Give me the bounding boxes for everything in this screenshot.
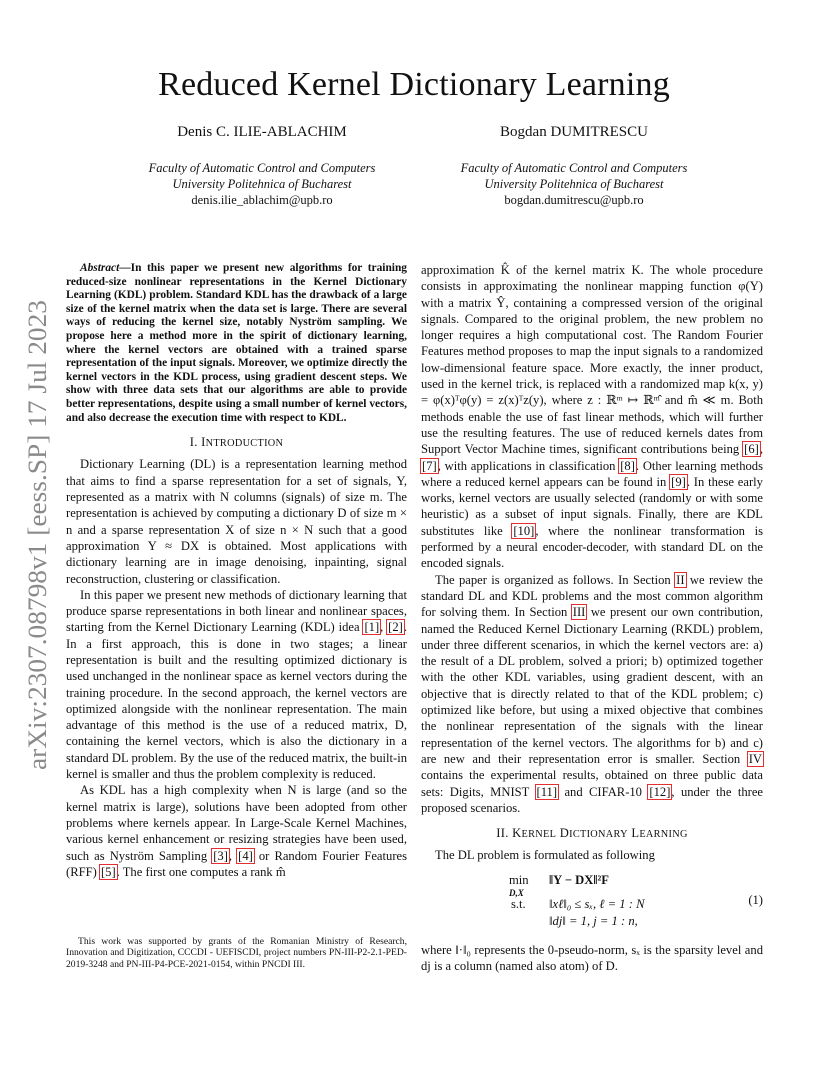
author-block-1: [92, 124, 432, 208]
citation-link[interactable]: [4]: [238, 848, 253, 863]
intro-paragraph-1: Dictionary Learning (DL) is a representation learning method that aims to find a sparse representation for a set of signals, Y, represented as a matrix with N columns (signals) of size m. The representation is achieved by computing a dictionary D of size m × n and a sparse representation X of size n × N such that a good approximation Y ≈ DX is obtained. Most applications with dictionary learning are in image denoising, inpainting, signal reconstruction, clustering or classification.: [66, 457, 407, 586]
equation-number: (1): [748, 892, 763, 907]
citation-link[interactable]: [10]: [513, 523, 535, 538]
author-university: University Politehnica of Bucharest: [172, 177, 352, 191]
equation-1: [421, 870, 763, 934]
eq-constraint-1: ‖xℓ‖₀ ≤ sₓ, ℓ = 1 : N: [549, 896, 645, 911]
citation-link[interactable]: [11]: [536, 784, 558, 799]
intro-paragraph-5: The paper is organized as follows. In Section II we review the standard DL and KDL problems and the most common algorithm for solving them. In Section III we present our own contribution, named the Reduced Kernel Dictionary Learning (RKDL) problem, under three different scenarios, in which the kernel vectors are: a) the result of a DL problem, solved a priori; b) optimized together with the other KDL variables, using gradient descent, with an objective that is directly related to that of the KDL problem; c) optimized like before, but using a mixed objective that combines the nonlinear representation of the signals with the linear representation of the kernel vectors. The algorithms for b) and c) are new and their representation error is smaller. Section IV contains the experimental results, obtained on three public data sets: Digits, MNIST [11] and CIFAR-10 [12], under the three proposed scenarios.: [421, 572, 763, 815]
section-link[interactable]: III: [572, 605, 586, 620]
eq-objective: ‖Y − DX‖²F: [549, 872, 609, 887]
author-email[interactable]: bogdan.dumitrescu@upb.ro: [504, 193, 644, 207]
author-affiliation: Faculty of Automatic Control and Computers: [148, 161, 376, 175]
author-name: Denis C. ILIE-ABLACHIM: [177, 124, 347, 140]
eq-min-subscript: D,X: [509, 887, 524, 898]
funding-footnote: This work was supported by grants of the Romanian Ministry of Research, Innovation and Digitization, CCCDI - UEFISCDI, project numbers PN-III-P2-2.1-PED-2019-3248 and PN-III-P4-PCE-2021-0154, within PNCDI III.: [66, 936, 407, 970]
author-block-2: [404, 124, 744, 208]
citation-link[interactable]: [1]: [364, 620, 380, 635]
intro-paragraph-2: In this paper we present new methods of dictionary learning that produce sparse representations in both linear and nonlinear spaces, starting from the Kernel Dictionary Learning (KDL) idea [1], [2]. In a first approach, this is done in two stages; a linear representation is built and the resulting optimized dictionary is used unchanged in the nonlinear space as kernel vectors during the training procedure. In the second approach, the kernel vectors are optimized alongside with the nonlinear representation. The main advantage of this method is the use of a reduced matrix, D, containing the kernel vectors, which is also the dictionary in a standard DL problem. By the use of the reduced matrix, the built-in kernel is smaller and thus the problem complexity is reduced.: [66, 587, 408, 782]
arxiv-watermark: [22, 300, 52, 770]
citation-link[interactable]: [3]: [213, 848, 228, 863]
author-affiliation: Faculty of Automatic Control and Computers: [460, 161, 688, 175]
eq-min: min: [509, 872, 529, 887]
section-link[interactable]: II: [676, 572, 685, 587]
eq-subject-to: s.t.: [511, 896, 526, 911]
section-heading-introduction: I. INTRODUCTION: [189, 435, 284, 450]
author-email[interactable]: denis.ilie_ablachim@upb.ro: [191, 193, 333, 207]
citation-link[interactable]: [6]: [744, 442, 759, 457]
citation-link[interactable]: [12]: [649, 784, 671, 799]
intro-paragraph-4: approximation K̂ of the kernel matrix K. The whole procedure consists in approximating the nonlinear mapping function φ(Y) with a matrix Ŷ, containing a compressed version of the original signals. Compared to the original problem, the new problem no longer requires a high computational cost. The Random Fourier Features method proposes to map the input signals to a randomized low-dimensional feature space. More exactly, the inner product, used in the kernel trick, is replaced with a randomized map k(x, y) = φ(x)ᵀφ(y) = z(x)ᵀz(y), where z : ℝᵐ ↦ ℝᵐ̂ and m̂ ≪ m. Both methods enable the use of fast linear methods, which will further use the resulting features. The use of reduced kernels dates from Support Vector Machine times, significant contributions being [6], [7], with applications in classification [8]. Other learning methods where a reduced kernel appears can be found in [9]. In these early works, kernel vectors are usually selected (randomly or with some heuristic) as a subset of input signals. Finally, there are KDL substitutes like [10], where the nonlinear transformation is performed by a neural encoder-decoder, with standard DL on the encoded signals.: [421, 263, 763, 571]
citation-link[interactable]: [7]: [422, 458, 437, 473]
section-heading-kdl: II. KERNEL DICTIONARY LEARNING: [496, 826, 688, 841]
right-column: [421, 262, 763, 974]
author-university: University Politehnica of Bucharest: [484, 177, 664, 191]
left-column: [66, 262, 407, 880]
eq-constraint-2: ‖dj‖ = 1, j = 1 : n,: [549, 913, 638, 928]
author-name: Bogdan DUMITRESCU: [500, 124, 648, 140]
citation-link[interactable]: [5]: [100, 864, 116, 879]
citation-link[interactable]: [2]: [388, 620, 403, 635]
citation-link[interactable]: [8]: [620, 458, 635, 473]
paper-title: Reduced Kernel Dictionary Learning: [158, 66, 670, 103]
citation-link[interactable]: [9]: [671, 474, 686, 489]
abstract: [66, 262, 407, 425]
arxiv-watermark-text: arXiv:2307.08798v1 [eess.SP] 17 Jul 2023: [23, 323, 52, 770]
dl-intro-sentence: The DL problem is formulated as following: [435, 848, 655, 863]
abstract-text: —In this paper we present new algorithms for training reduced-size nonlinear representations in the Kernel Dictionary Learning (KDL) problem. Standard KDL has the drawback of a large size of the kernel matrix when the data set is large. There are several ways of reducing the kernel size, notably Nyström sampling. We propose here a method more in the spirit of dictionary learning, where the kernel vectors are obtained with a trained sparse representation of the input signals. Moreover, we optimize directly the kernel vectors in the KDL process, using gradient descent steps. We show with three data sets that our algorithms are able to provide better representations, despite using a small number of kernel vectors, and also decrease the execution time with respect to KDL.: [66, 262, 407, 424]
abstract-label: Abstract: [80, 262, 120, 274]
dl-explanation: where ‖·‖₀ represents the 0-pseudo-norm, sₓ is the sparsity level and dj is a column (named also atom) of D.: [421, 942, 763, 973]
section-link[interactable]: IV: [748, 751, 762, 766]
intro-paragraph-3: As KDL has a high complexity when N is large (and so the kernel matrix is large), solutions have been adopted from other problems where kernels appear. In Large-Scale Kernel Machines, various kernel enhancement or resizing strategies have been used, such as Nyström Sampling [3], [4] or Random Fourier Features (RFF) [5]. The first one computes a rank m̂: [66, 783, 407, 879]
